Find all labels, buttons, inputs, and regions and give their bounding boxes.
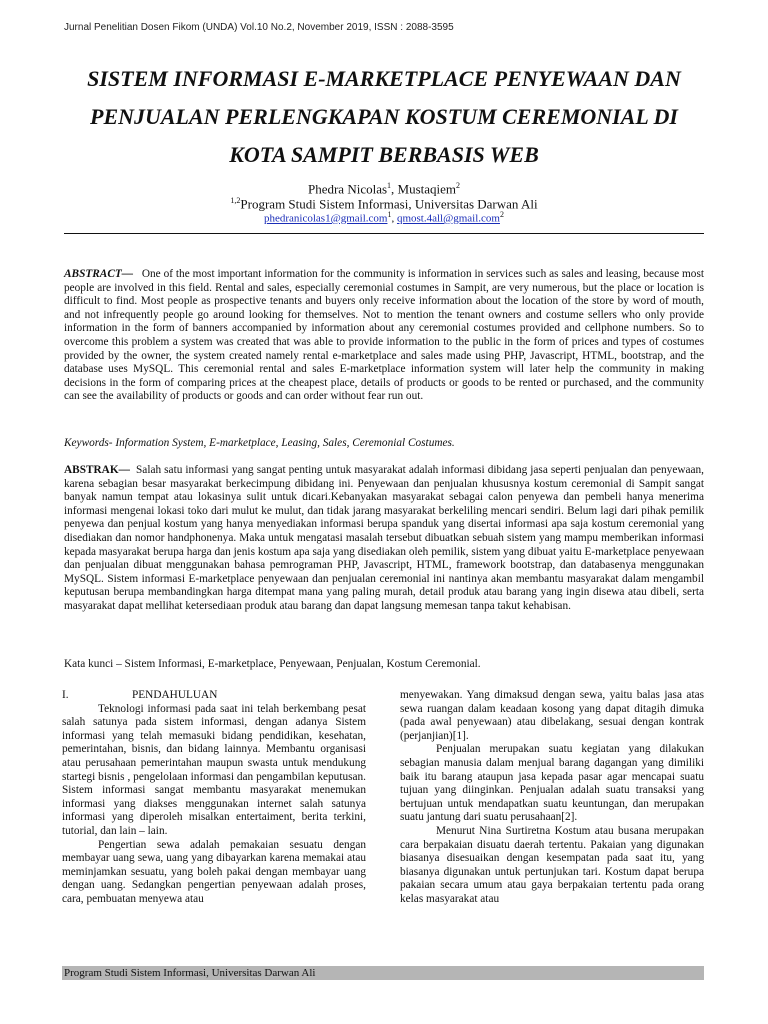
affiliation-sup: 1,2 <box>230 196 241 205</box>
left-paragraph-2: Pengertian sewa adalah pemakaian sesuatu dengan membayar uang sewa, uang yang dibayarkan karena memakai atau meminjamkan sesuatu, yang boleh pakai dengan membayar uang dengan uang. Sedangkan pengertian penyewaan adalah proses, cara, pembuatan menyewa atau <box>62 838 366 905</box>
running-head: Jurnal Penelitian Dosen Fikom (UNDA) Vol.10 No.2, November 2019, ISSN : 2088-3595 <box>64 22 454 33</box>
keywords-en: Keywords- Information System, E-marketplace, Leasing, Sales, Ceremonial Costumes. <box>64 437 455 449</box>
right-paragraph-3: Menurut Nina Surtiretna Kostum atau busana merupakan cara berpakaian disuatu daerah tertentu. Pakaian yang digunakan biasanya disesuaikan dengan kesempatan pada saat itu, yang biasanya digunakan untuk pertunjukan tari. Kostum dapat berupa pakaian secara umum atau gaya berpakaian tertentu pada orang kelas masyarakat atau <box>400 824 704 905</box>
abstract-en-text: One of the most important information for the community is information in services such as sales and leasing, because most people are involved in this field. Rental and sales, especially ceremonial costumes in Sampit, are very numerous, but the place or location is difficult to find. Most people as prospective tenants and buyers only receive information about the location of the store by word of mouth, and not infrequently people go around looking for themselves. Not to mention the tenant owners and costume sellers who only provide information in the form of banners accompanied by information about any ceremonial costumes provided and cellphone numbers. So to overcome this problem a system was created that was able to provide information to the public in the form of prices and types of costumes provided by the owner, the system created namely rental e-marketplace and sales made using PHP, Javascript, HTML, bootstrap, and the database uses MySQL. This ceremonial rental and sales E-marketplace information system will later help the community in making decisions in the form of comparing prices at the cheapest place, details of products or goods to be rented or purchased, and the community can see the availability of products or goods and can order without fear run out. <box>64 268 704 403</box>
author-2-sup: 2 <box>456 181 461 190</box>
abstract-id-label: ABSTRAK— <box>64 464 130 476</box>
email-link-2[interactable]: qmost.4all@gmail.com <box>396 212 500 225</box>
section-title: PENDAHULUAN <box>132 689 218 701</box>
left-column <box>62 689 366 907</box>
right-paragraph-2: Penjualan merupakan suatu kegiatan yang dilakukan sebagian manusia dalam menjual barang dagangan yang dimiliki baik itu barang ataupun jasa kepada pasar agar mencapai suatu tujuan yang diinginkan. Penjualan adalah suatu transaksi yang bertujuan untuk mendapatkan suatu keuntungan, dan merupakan suatu jantung dari suatu perusahaan[2]. <box>400 743 704 824</box>
affiliation-text: Program Studi Sistem Informasi, Universitas Darwan Ali <box>240 196 538 212</box>
paper-title <box>40 60 728 174</box>
title-line-2: PENJUALAN PERLENGKAPAN KOSTUM CEREMONIAL DI <box>90 104 678 129</box>
email-sup-2: 2 <box>499 210 504 219</box>
abstract-en <box>64 268 704 404</box>
author-1: Phedra Nicolas <box>307 181 388 197</box>
author-2: Mustaqiem <box>397 181 457 197</box>
email-sep: , <box>391 212 397 225</box>
section-number: I. <box>62 689 69 701</box>
right-paragraph-1: menyewakan. Yang dimaksud dengan sewa, yaitu balas jasa atas sewa ruangan dalam keadaan kosong yang dapat ditagih dimuka (pada awal penyewaan) atau dibelakang, sesuai dengan kontrak (perjanjian)[1]. <box>400 689 704 742</box>
author-emails <box>40 208 728 226</box>
abstract-id <box>64 464 704 614</box>
right-column <box>400 689 704 907</box>
title-line-1: SISTEM INFORMASI E-MARKETPLACE PENYEWAAN DAN <box>87 66 681 91</box>
title-line-3: KOTA SAMPIT BERBASIS WEB <box>229 142 539 167</box>
author-sep: , <box>391 181 398 197</box>
author-1-sup: 1 <box>387 181 392 190</box>
section-heading <box>62 689 366 703</box>
left-paragraph-1: Teknologi informasi pada saat ini telah berkembang pesat salah satunya pada sistem informasi, dengan adanya Sistem informasi yang telah memasuki bidang pendidikan, kesehatan, pemerintahan, bisnis, dan bidang lainnya. Membantu organisasi atau perusahaan pemerintahan maupun swasta untuk mendukung startegi bisnis , pengelolaan informasi dan pengambilan keputusan. Sistem informasi sangat membantu masyarakat menemukan informasi yang diakses menggunakan internet salah satunya informasi yang diperoleh misalkan entertaiment, berita terkini, tutorial, dan lain – lain. <box>62 702 366 837</box>
keywords-id: Kata kunci – Sistem Informasi, E-marketplace, Penyewaan, Penjualan, Kostum Ceremonial. <box>64 658 481 670</box>
email-link-1[interactable]: phedranicolas1@gmail.com <box>264 212 388 225</box>
abstract-en-label: ABSTRACT— <box>64 268 134 280</box>
abstract-id-text: Salah satu informasi yang sangat penting untuk masyarakat adalah informasi dibidang jasa seperti penjualan dan penyewaan, karena sebagian besar masyarakat berkecimpung dibidang ini. Penyewaan dan penjualan khususnya kostum ceremonial di Sampit sangat banyak namun tempat atau lokasinya sulit untuk dicari.Kebanyakan masyarakat sebagai calon penyewa dan pembeli hanya menerima informasi mengenai lokasi toko dari mulut ke mulut, dan tidak jarang masyarakat berkeliling mencari sendiri. Belum lagi dari pihak pemilik penyewa dan penjual kostum yang hanya menyediakan informasi berupa spanduk yang disertai informasi apa saja kostum ceremonial yang disediakan dan nomor handphonenya. Maka untuk mengatasi masalah tersebut dibuatkan sebuah sistem yang mampu memberikan informasi kepada masyarakat berupa harga dan jenis kostum apa saja yang disediakan oleh pemilik, sistem yang dibuat yaitu E-marketplace penyewaan dan penjualan dibuat menggunakan bahasa pemrograman PHP, Javascript, HTML, framework bootstrap, dan databasenya menggunakan MySQL. Sistem informasi E-marketplace penyewaan dan penjualan ceremonial ini nantinya akan membantu masyarakat dalam mengambil keputusan berupa membandingkan harga ditempat mana yang paling murah, detail produk atau barang yang ingin disewa atau dibeli, serta masyarakat dapat mellihat ketersediaan produk atau barang dan dapat langsung memesan tanpa takut kehabisan. <box>64 464 704 612</box>
email-sup-1: 1 <box>387 210 392 219</box>
page-footer: Program Studi Sistem Informasi, Universitas Darwan Ali <box>62 966 704 980</box>
header-divider <box>64 233 704 234</box>
